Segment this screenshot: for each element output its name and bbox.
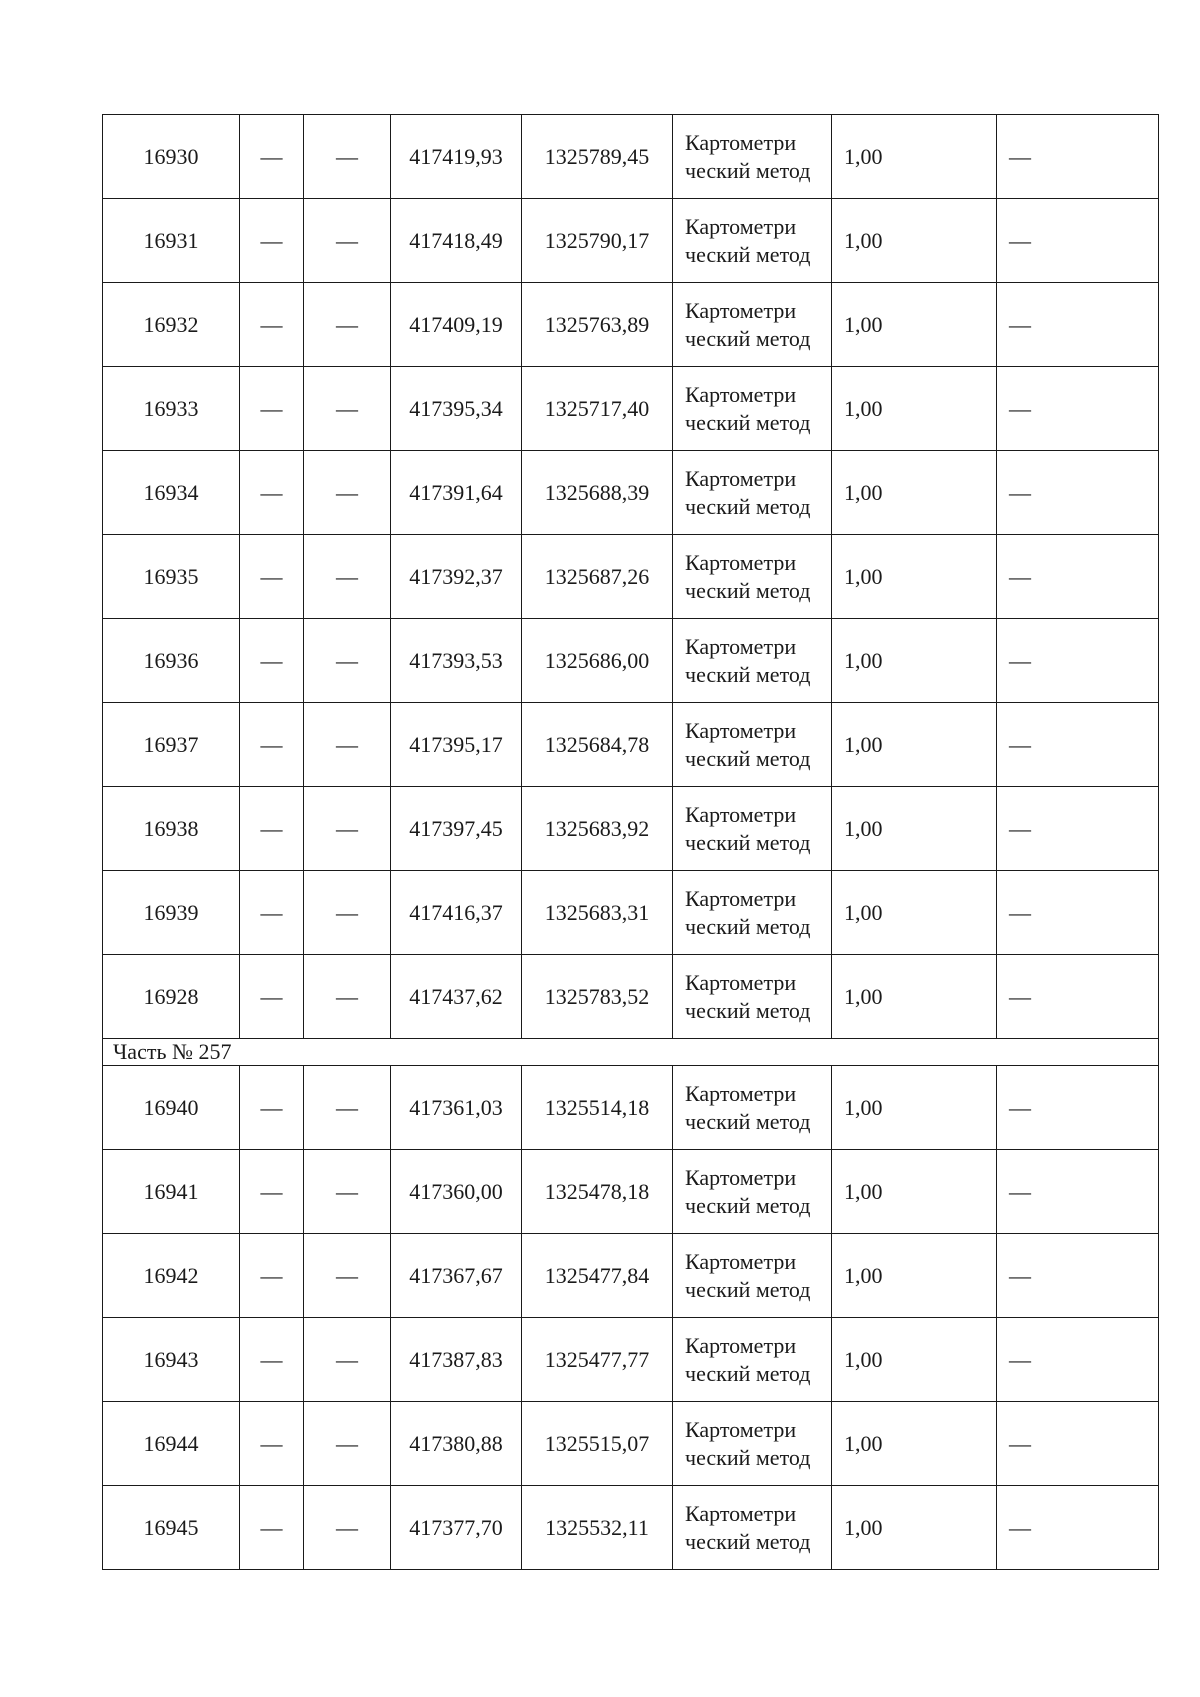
y-coordinate: 1325683,92 xyxy=(522,787,673,871)
x-coordinate: 417377,70 xyxy=(391,1486,522,1570)
y-coordinate: 1325532,11 xyxy=(522,1486,673,1570)
accuracy-cell: 1,00 xyxy=(832,871,997,955)
method-cell: Картометри ческий метод xyxy=(673,115,832,199)
accuracy-cell: 1,00 xyxy=(832,619,997,703)
dash-cell: — xyxy=(304,115,391,199)
dash-cell: — xyxy=(240,1234,304,1318)
x-coordinate: 417361,03 xyxy=(391,1066,522,1150)
dash-cell: — xyxy=(997,451,1159,535)
x-coordinate: 417395,17 xyxy=(391,703,522,787)
method-cell: Картометри ческий метод xyxy=(673,871,832,955)
x-coordinate: 417416,37 xyxy=(391,871,522,955)
dash-cell: — xyxy=(304,1234,391,1318)
point-number: 16934 xyxy=(103,451,240,535)
table-row xyxy=(103,283,1159,367)
method-cell: Картометри ческий метод xyxy=(673,283,832,367)
dash-cell: — xyxy=(997,1318,1159,1402)
point-number: 16939 xyxy=(103,871,240,955)
dash-cell: — xyxy=(997,871,1159,955)
dash-cell: — xyxy=(997,787,1159,871)
accuracy-cell: 1,00 xyxy=(832,787,997,871)
method-cell: Картометри ческий метод xyxy=(673,451,832,535)
table-row xyxy=(103,199,1159,283)
dash-cell: — xyxy=(997,1150,1159,1234)
dash-cell: — xyxy=(997,703,1159,787)
y-coordinate: 1325717,40 xyxy=(522,367,673,451)
dash-cell: — xyxy=(240,1150,304,1234)
x-coordinate: 417360,00 xyxy=(391,1150,522,1234)
dash-cell: — xyxy=(997,535,1159,619)
accuracy-cell: 1,00 xyxy=(832,1318,997,1402)
dash-cell: — xyxy=(304,619,391,703)
dash-cell: — xyxy=(240,1318,304,1402)
section-header-row xyxy=(103,1039,1159,1066)
table-row xyxy=(103,787,1159,871)
table-row xyxy=(103,451,1159,535)
method-cell: Картометри ческий метод xyxy=(673,1066,832,1150)
y-coordinate: 1325783,52 xyxy=(522,955,673,1039)
accuracy-cell: 1,00 xyxy=(832,199,997,283)
method-cell: Картометри ческий метод xyxy=(673,703,832,787)
point-number: 16942 xyxy=(103,1234,240,1318)
y-coordinate: 1325789,45 xyxy=(522,115,673,199)
table-row xyxy=(103,619,1159,703)
x-coordinate: 417437,62 xyxy=(391,955,522,1039)
point-number: 16928 xyxy=(103,955,240,1039)
dash-cell: — xyxy=(304,1066,391,1150)
y-coordinate: 1325515,07 xyxy=(522,1402,673,1486)
point-number: 16933 xyxy=(103,367,240,451)
y-coordinate: 1325684,78 xyxy=(522,703,673,787)
dash-cell: — xyxy=(240,367,304,451)
accuracy-cell: 1,00 xyxy=(832,115,997,199)
dash-cell: — xyxy=(240,199,304,283)
dash-cell: — xyxy=(240,619,304,703)
method-cell: Картометри ческий метод xyxy=(673,1318,832,1402)
dash-cell: — xyxy=(997,199,1159,283)
point-number: 16940 xyxy=(103,1066,240,1150)
method-cell: Картометри ческий метод xyxy=(673,367,832,451)
dash-cell: — xyxy=(997,367,1159,451)
y-coordinate: 1325687,26 xyxy=(522,535,673,619)
dash-cell: — xyxy=(304,1318,391,1402)
accuracy-cell: 1,00 xyxy=(832,1066,997,1150)
dash-cell: — xyxy=(240,787,304,871)
accuracy-cell: 1,00 xyxy=(832,1402,997,1486)
dash-cell: — xyxy=(997,1402,1159,1486)
point-number: 16937 xyxy=(103,703,240,787)
dash-cell: — xyxy=(304,451,391,535)
method-cell: Картометри ческий метод xyxy=(673,1150,832,1234)
method-cell: Картометри ческий метод xyxy=(673,1234,832,1318)
point-number: 16943 xyxy=(103,1318,240,1402)
dash-cell: — xyxy=(304,1150,391,1234)
table-row xyxy=(103,1486,1159,1570)
dash-cell: — xyxy=(240,1402,304,1486)
method-cell: Картометри ческий метод xyxy=(673,199,832,283)
x-coordinate: 417387,83 xyxy=(391,1318,522,1402)
y-coordinate: 1325477,84 xyxy=(522,1234,673,1318)
dash-cell: — xyxy=(997,955,1159,1039)
x-coordinate: 417393,53 xyxy=(391,619,522,703)
method-cell: Картометри ческий метод xyxy=(673,535,832,619)
dash-cell: — xyxy=(240,535,304,619)
dash-cell: — xyxy=(997,619,1159,703)
table-row xyxy=(103,367,1159,451)
y-coordinate: 1325790,17 xyxy=(522,199,673,283)
dash-cell: — xyxy=(304,787,391,871)
coordinates-table xyxy=(102,114,1159,1570)
accuracy-cell: 1,00 xyxy=(832,955,997,1039)
dash-cell: — xyxy=(304,703,391,787)
y-coordinate: 1325688,39 xyxy=(522,451,673,535)
y-coordinate: 1325477,77 xyxy=(522,1318,673,1402)
accuracy-cell: 1,00 xyxy=(832,451,997,535)
x-coordinate: 417391,64 xyxy=(391,451,522,535)
x-coordinate: 417418,49 xyxy=(391,199,522,283)
y-coordinate: 1325683,31 xyxy=(522,871,673,955)
table-row xyxy=(103,1318,1159,1402)
dash-cell: — xyxy=(240,283,304,367)
point-number: 16938 xyxy=(103,787,240,871)
dash-cell: — xyxy=(304,1402,391,1486)
method-cell: Картометри ческий метод xyxy=(673,1402,832,1486)
point-number: 16932 xyxy=(103,283,240,367)
table-row xyxy=(103,1402,1159,1486)
dash-cell: — xyxy=(304,367,391,451)
method-cell: Картометри ческий метод xyxy=(673,619,832,703)
y-coordinate: 1325514,18 xyxy=(522,1066,673,1150)
y-coordinate: 1325686,00 xyxy=(522,619,673,703)
dash-cell: — xyxy=(997,1486,1159,1570)
dash-cell: — xyxy=(304,535,391,619)
dash-cell: — xyxy=(997,1066,1159,1150)
table-row xyxy=(103,955,1159,1039)
x-coordinate: 417419,93 xyxy=(391,115,522,199)
dash-cell: — xyxy=(240,451,304,535)
table-row xyxy=(103,871,1159,955)
dash-cell: — xyxy=(304,283,391,367)
accuracy-cell: 1,00 xyxy=(832,1234,997,1318)
method-cell: Картометри ческий метод xyxy=(673,1486,832,1570)
x-coordinate: 417392,37 xyxy=(391,535,522,619)
dash-cell: — xyxy=(997,1234,1159,1318)
section-label: Часть № 257 xyxy=(103,1039,1159,1066)
dash-cell: — xyxy=(997,283,1159,367)
dash-cell: — xyxy=(304,1486,391,1570)
point-number: 16935 xyxy=(103,535,240,619)
dash-cell: — xyxy=(240,955,304,1039)
table-row xyxy=(103,115,1159,199)
method-cell: Картометри ческий метод xyxy=(673,787,832,871)
dash-cell: — xyxy=(304,871,391,955)
table-row xyxy=(103,1150,1159,1234)
point-number: 16931 xyxy=(103,199,240,283)
table-row xyxy=(103,1066,1159,1150)
accuracy-cell: 1,00 xyxy=(832,283,997,367)
point-number: 16944 xyxy=(103,1402,240,1486)
table-row xyxy=(103,535,1159,619)
x-coordinate: 417397,45 xyxy=(391,787,522,871)
dash-cell: — xyxy=(240,703,304,787)
table-row xyxy=(103,1234,1159,1318)
accuracy-cell: 1,00 xyxy=(832,367,997,451)
accuracy-cell: 1,00 xyxy=(832,1486,997,1570)
accuracy-cell: 1,00 xyxy=(832,1150,997,1234)
table-body xyxy=(103,115,1159,1570)
dash-cell: — xyxy=(997,115,1159,199)
y-coordinate: 1325478,18 xyxy=(522,1150,673,1234)
x-coordinate: 417409,19 xyxy=(391,283,522,367)
accuracy-cell: 1,00 xyxy=(832,703,997,787)
dash-cell: — xyxy=(240,1486,304,1570)
y-coordinate: 1325763,89 xyxy=(522,283,673,367)
point-number: 16936 xyxy=(103,619,240,703)
accuracy-cell: 1,00 xyxy=(832,535,997,619)
dash-cell: — xyxy=(304,955,391,1039)
x-coordinate: 417367,67 xyxy=(391,1234,522,1318)
table-row xyxy=(103,703,1159,787)
x-coordinate: 417395,34 xyxy=(391,367,522,451)
point-number: 16945 xyxy=(103,1486,240,1570)
method-cell: Картометри ческий метод xyxy=(673,955,832,1039)
dash-cell: — xyxy=(240,115,304,199)
x-coordinate: 417380,88 xyxy=(391,1402,522,1486)
point-number: 16930 xyxy=(103,115,240,199)
point-number: 16941 xyxy=(103,1150,240,1234)
dash-cell: — xyxy=(304,199,391,283)
dash-cell: — xyxy=(240,1066,304,1150)
dash-cell: — xyxy=(240,871,304,955)
